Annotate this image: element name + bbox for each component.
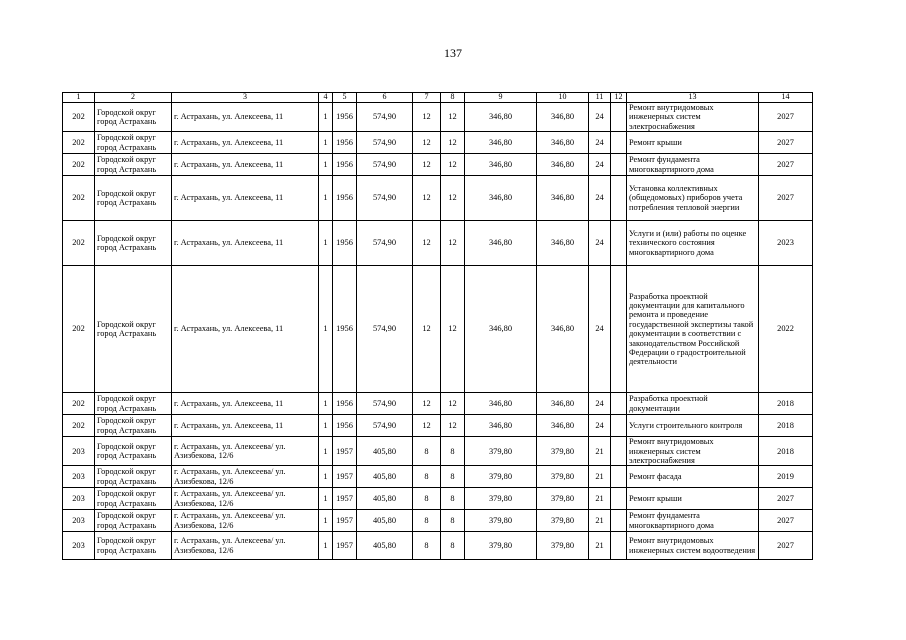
table-row (63, 102, 813, 131)
table-cell: 379,80 (465, 488, 537, 510)
table-cell: 202 (63, 221, 95, 266)
table-cell: 574,90 (357, 415, 413, 437)
table-cell: 8 (413, 532, 441, 560)
column-number-cell: 6 (357, 93, 413, 103)
table-cell: 8 (441, 532, 465, 560)
table-cell: 1 (319, 488, 333, 510)
table-cell (611, 154, 627, 176)
table-cell: 24 (589, 132, 611, 154)
table-cell: г. Астрахань, ул. Алексеева/ ул. Азизбекова, 12/6 (172, 488, 319, 510)
repair-schedule-table (62, 92, 813, 560)
column-number-cell: 12 (611, 93, 627, 103)
header-row (63, 93, 813, 103)
table-cell: Городской округ город Астрахань (95, 132, 172, 154)
table-cell: 21 (589, 510, 611, 532)
table-cell: 574,90 (357, 393, 413, 415)
table-cell: 379,80 (465, 437, 537, 466)
column-number-cell: 11 (589, 93, 611, 103)
table-cell: 405,80 (357, 510, 413, 532)
page-number: 137 (444, 46, 462, 60)
table-cell (611, 488, 627, 510)
table-cell: Городской округ город Астрахань (95, 393, 172, 415)
table-cell: Услуги и (или) работы по оценке технического состояния многоквартирного дома (627, 221, 759, 266)
table-cell: 405,80 (357, 437, 413, 466)
table-cell: 2027 (759, 102, 813, 131)
table-cell: Ремонт фундамента многоквартирного дома (627, 154, 759, 176)
table-cell: 1 (319, 132, 333, 154)
table-cell: 405,80 (357, 532, 413, 560)
table-cell: 24 (589, 176, 611, 221)
table-row (63, 176, 813, 221)
table-cell: 1957 (333, 488, 357, 510)
table-cell: 12 (413, 221, 441, 266)
table-cell: 574,90 (357, 221, 413, 266)
table-cell: 2027 (759, 176, 813, 221)
table-cell: 8 (413, 510, 441, 532)
table-cell: Ремонт внутридомовых инженерных систем электроснабжения (627, 102, 759, 131)
table-cell: 12 (441, 154, 465, 176)
table-cell: 2027 (759, 532, 813, 560)
table-cell (611, 266, 627, 393)
table-cell: 2018 (759, 393, 813, 415)
table-cell: 1 (319, 266, 333, 393)
table-cell: 24 (589, 393, 611, 415)
table-cell: 203 (63, 510, 95, 532)
table-cell (611, 132, 627, 154)
column-number-cell: 9 (465, 93, 537, 103)
table-cell: 202 (63, 102, 95, 131)
column-number-cell: 13 (627, 93, 759, 103)
table-cell: 346,80 (465, 393, 537, 415)
table-cell: 346,80 (465, 415, 537, 437)
table-cell: 379,80 (465, 532, 537, 560)
table-cell: 12 (413, 266, 441, 393)
table-cell: 1957 (333, 532, 357, 560)
table-cell: Ремонт фундамента многоквартирного дома (627, 510, 759, 532)
table-cell (611, 415, 627, 437)
table-cell: Городской округ город Астрахань (95, 266, 172, 393)
table-cell: 12 (441, 415, 465, 437)
table-cell: 202 (63, 266, 95, 393)
table-cell: 346,80 (465, 266, 537, 393)
table-cell: 379,80 (537, 510, 589, 532)
table-cell: 346,80 (537, 266, 589, 393)
table-cell: Городской округ город Астрахань (95, 532, 172, 560)
table-cell (611, 176, 627, 221)
table-row (63, 393, 813, 415)
table-cell: 8 (413, 437, 441, 466)
table-row (63, 154, 813, 176)
table-cell: 346,80 (537, 393, 589, 415)
table-cell: 2023 (759, 221, 813, 266)
table-cell: Городской округ город Астрахань (95, 437, 172, 466)
table-row (63, 466, 813, 488)
table-cell (611, 102, 627, 131)
table-cell: 1 (319, 154, 333, 176)
table-cell: 202 (63, 393, 95, 415)
table-cell: Городской округ город Астрахань (95, 488, 172, 510)
table-cell: г. Астрахань, ул. Алексеева, 11 (172, 176, 319, 221)
table-cell: 2018 (759, 415, 813, 437)
table-cell: 12 (441, 266, 465, 393)
table-cell: 1 (319, 437, 333, 466)
table-cell: 24 (589, 221, 611, 266)
table-cell: 8 (441, 488, 465, 510)
table-cell: Городской округ город Астрахань (95, 221, 172, 266)
table-cell: 24 (589, 266, 611, 393)
table-cell: 202 (63, 132, 95, 154)
table-cell: Разработка проектной документации (627, 393, 759, 415)
table-cell: 2027 (759, 510, 813, 532)
column-number-cell: 7 (413, 93, 441, 103)
table-cell (611, 221, 627, 266)
column-number-cell: 8 (441, 93, 465, 103)
table-cell: 24 (589, 102, 611, 131)
table-cell: 12 (441, 102, 465, 131)
table-cell: 24 (589, 154, 611, 176)
table-cell: Городской округ город Астрахань (95, 154, 172, 176)
table-row (63, 437, 813, 466)
table-cell: 346,80 (537, 221, 589, 266)
table-cell: 21 (589, 466, 611, 488)
table-cell: 379,80 (465, 466, 537, 488)
table-cell: 574,90 (357, 132, 413, 154)
table-cell: 346,80 (465, 132, 537, 154)
table-cell: Установка коллективных (общедомовых) приборов учета потребления тепловой энергии (627, 176, 759, 221)
table-cell: 346,80 (465, 221, 537, 266)
table-cell: 2027 (759, 488, 813, 510)
table-cell: 2018 (759, 437, 813, 466)
table-cell: 8 (441, 466, 465, 488)
table-cell: 203 (63, 532, 95, 560)
table-cell: 2027 (759, 154, 813, 176)
table-cell: 1956 (333, 102, 357, 131)
table-row (63, 415, 813, 437)
table-cell: 8 (413, 466, 441, 488)
table-cell (611, 437, 627, 466)
table-cell: 203 (63, 437, 95, 466)
table-row (63, 488, 813, 510)
table-cell: 12 (441, 393, 465, 415)
table-cell: 21 (589, 488, 611, 510)
table-cell: 574,90 (357, 266, 413, 393)
table-cell: 379,80 (537, 488, 589, 510)
table-cell: 1956 (333, 176, 357, 221)
table-cell: г. Астрахань, ул. Алексеева/ ул. Азизбекова, 12/6 (172, 437, 319, 466)
table-cell: 203 (63, 466, 95, 488)
table-cell: г. Астрахань, ул. Алексеева, 11 (172, 266, 319, 393)
table-cell: Городской округ город Астрахань (95, 102, 172, 131)
table-cell: Ремонт внутридомовых инженерных систем электроснабжения (627, 437, 759, 466)
table-cell: г. Астрахань, ул. Алексеева/ ул. Азизбекова, 12/6 (172, 510, 319, 532)
table-cell: 12 (441, 176, 465, 221)
table-cell: 346,80 (537, 132, 589, 154)
table-row (63, 532, 813, 560)
table-row (63, 510, 813, 532)
table-cell: 8 (441, 510, 465, 532)
column-number-cell: 10 (537, 93, 589, 103)
table-cell: 379,80 (465, 510, 537, 532)
table-cell: г. Астрахань, ул. Алексеева, 11 (172, 132, 319, 154)
table-cell: 2027 (759, 132, 813, 154)
table-cell: 21 (589, 532, 611, 560)
table-cell (611, 393, 627, 415)
table-cell: 574,90 (357, 154, 413, 176)
table-cell: 1 (319, 510, 333, 532)
table-cell: Ремонт крыши (627, 488, 759, 510)
table-cell: 405,80 (357, 466, 413, 488)
table-cell: 12 (441, 132, 465, 154)
table-cell: Городской округ город Астрахань (95, 510, 172, 532)
table-cell: 202 (63, 415, 95, 437)
table-cell: 346,80 (537, 176, 589, 221)
table-cell: Разработка проектной документации для капитального ремонта и проведение государственной экспертизы такой документации в соответствии с законодательством Российской Федерации о градостроительной деятельности (627, 266, 759, 393)
table-cell: 405,80 (357, 488, 413, 510)
table-cell: 2019 (759, 466, 813, 488)
table-cell: 12 (413, 415, 441, 437)
table-cell: Ремонт внутридомовых инженерных систем водоотведения (627, 532, 759, 560)
table-cell: 21 (589, 437, 611, 466)
table-cell (611, 466, 627, 488)
table-cell: 1 (319, 393, 333, 415)
table-cell: 12 (413, 132, 441, 154)
table-cell: г. Астрахань, ул. Алексеева, 11 (172, 221, 319, 266)
table-cell: Городской округ город Астрахань (95, 176, 172, 221)
column-number-cell: 5 (333, 93, 357, 103)
table-cell: г. Астрахань, ул. Алексеева/ ул. Азизбекова, 12/6 (172, 466, 319, 488)
table-cell: 346,80 (537, 102, 589, 131)
table-cell: 1 (319, 466, 333, 488)
table-cell: 379,80 (537, 532, 589, 560)
table-cell: 1 (319, 415, 333, 437)
column-number-cell: 3 (172, 93, 319, 103)
table-cell: г. Астрахань, ул. Алексеева, 11 (172, 393, 319, 415)
table-row (63, 266, 813, 393)
table-cell: г. Астрахань, ул. Алексеева/ ул. Азизбекова, 12/6 (172, 532, 319, 560)
column-number-cell: 4 (319, 93, 333, 103)
table-cell: 202 (63, 176, 95, 221)
table-cell: Городской округ город Астрахань (95, 415, 172, 437)
table-row (63, 132, 813, 154)
table-cell: 202 (63, 154, 95, 176)
table-cell: 1956 (333, 415, 357, 437)
table-cell: 574,90 (357, 102, 413, 131)
table-cell: 8 (441, 437, 465, 466)
table-cell: 1 (319, 102, 333, 131)
column-number-cell: 14 (759, 93, 813, 103)
table-row (63, 221, 813, 266)
table-cell: Ремонт крыши (627, 132, 759, 154)
table-cell: 12 (413, 393, 441, 415)
table-cell: 12 (441, 221, 465, 266)
table-cell: Ремонт фасада (627, 466, 759, 488)
table-cell: 1957 (333, 510, 357, 532)
table-cell: 346,80 (465, 176, 537, 221)
table-cell: 1 (319, 532, 333, 560)
table-cell: 346,80 (537, 415, 589, 437)
table-cell: 12 (413, 154, 441, 176)
table-cell: 1956 (333, 154, 357, 176)
table-cell: 1 (319, 176, 333, 221)
table-cell: 2022 (759, 266, 813, 393)
table-cell: 346,80 (537, 154, 589, 176)
table-cell: 1 (319, 221, 333, 266)
table-cell: 574,90 (357, 176, 413, 221)
table-cell: 203 (63, 488, 95, 510)
column-number-cell: 2 (95, 93, 172, 103)
table-cell: г. Астрахань, ул. Алексеева, 11 (172, 415, 319, 437)
table-cell: 379,80 (537, 466, 589, 488)
table-cell: 8 (413, 488, 441, 510)
table-cell: 379,80 (537, 437, 589, 466)
column-number-cell: 1 (63, 93, 95, 103)
table-cell: 346,80 (465, 154, 537, 176)
table-cell: Городской округ город Астрахань (95, 466, 172, 488)
table-cell: 1956 (333, 132, 357, 154)
table-cell: 1957 (333, 437, 357, 466)
table-cell: 1956 (333, 393, 357, 415)
table-cell: г. Астрахань, ул. Алексеева, 11 (172, 102, 319, 131)
table-cell: г. Астрахань, ул. Алексеева, 11 (172, 154, 319, 176)
table-cell: Услуги строительного контроля (627, 415, 759, 437)
table-cell: 1956 (333, 221, 357, 266)
table-cell (611, 510, 627, 532)
table-cell: 1957 (333, 466, 357, 488)
table-cell (611, 532, 627, 560)
table-cell: 24 (589, 415, 611, 437)
table-cell: 12 (413, 176, 441, 221)
table-cell: 346,80 (465, 102, 537, 131)
table-cell: 1956 (333, 266, 357, 393)
table-cell: 12 (413, 102, 441, 131)
